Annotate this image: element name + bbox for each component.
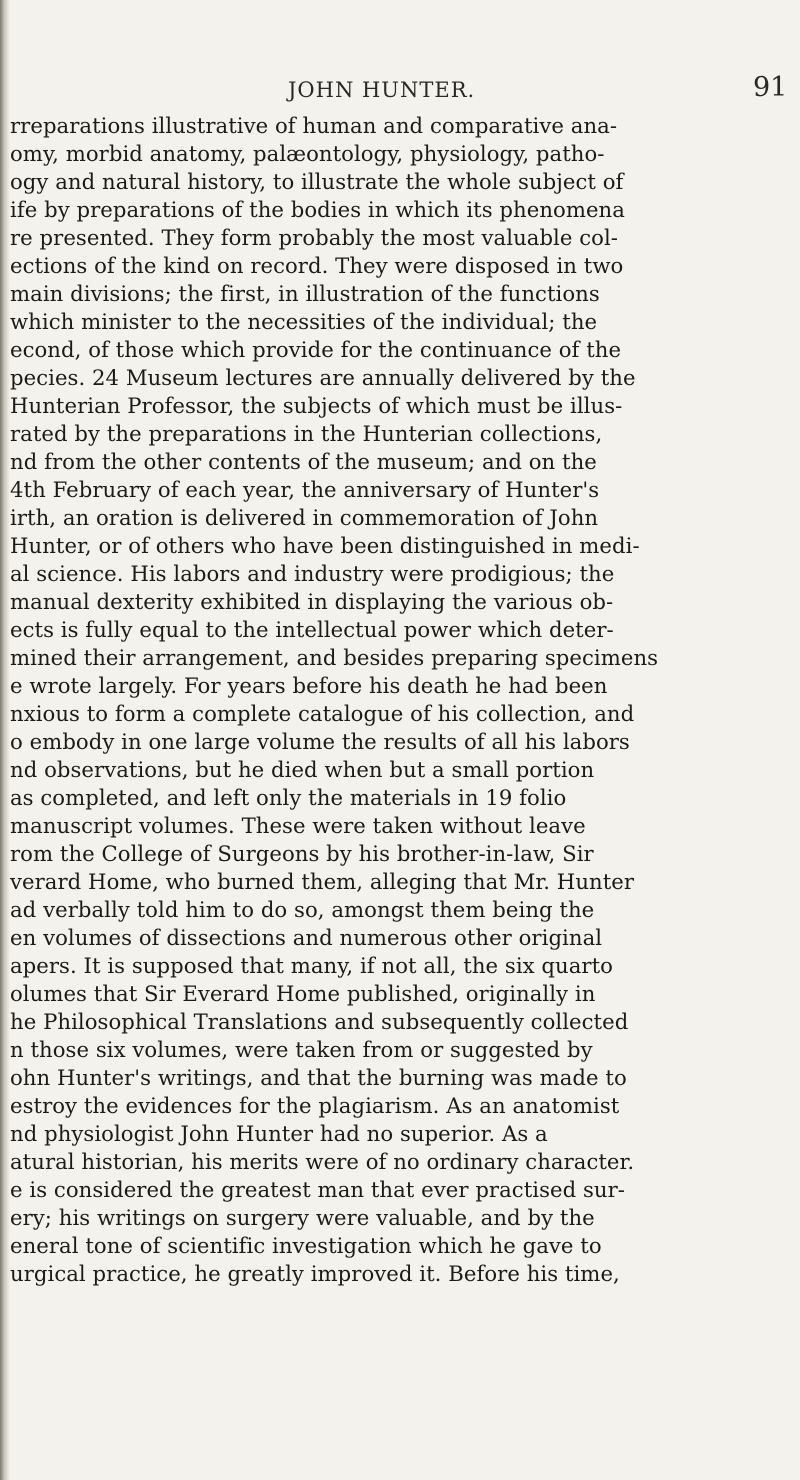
- text-line: n those six volumes, were taken from or suggested by: [10, 1037, 593, 1062]
- text-line: ohn Hunter's writings, and that the burning was made to: [10, 1065, 627, 1090]
- text-line: manual dexterity exhibited in displaying the various ob-: [10, 589, 614, 614]
- text-line: nxious to form a complete catalogue of his collection, and: [10, 701, 635, 726]
- text-line: irth, an oration is delivered in commemoration of John: [10, 505, 599, 530]
- text-line: apers. It is supposed that many, if not all, the six quarto: [10, 953, 613, 978]
- text-line: ogy and natural history, to illustrate the whole subject of: [10, 169, 624, 194]
- text-line: pecies. 24 Museum lectures are annually delivered by the: [10, 365, 636, 390]
- text-line: manuscript volumes. These were taken without leave: [10, 813, 586, 838]
- text-line: as completed, and left only the materials in 19 folio: [10, 785, 567, 810]
- text-line: al science. His labors and industry were prodigious; the: [10, 561, 615, 586]
- text-line: main divisions; the first, in illustration of the functions: [10, 281, 600, 306]
- body-text: [10, 112, 790, 1288]
- text-line: 4th February of each year, the anniversary of Hunter's: [10, 477, 600, 502]
- text-line: urgical practice, he greatly improved it. Before his time,: [10, 1261, 620, 1286]
- text-line: en volumes of dissections and numerous other original: [10, 925, 603, 950]
- text-line: rom the College of Surgeons by his brother-in-law, Sir: [10, 841, 594, 866]
- text-line: verard Home, who burned them, alleging that Mr. Hunter: [10, 869, 635, 894]
- text-line: re presented. They form probably the most valuable col-: [10, 225, 619, 250]
- text-line: econd, of those which provide for the continuance of the: [10, 337, 622, 362]
- text-line: Hunter, or of others who have been distinguished in medi-: [10, 533, 640, 558]
- text-line: nd from the other contents of the museum; and on the: [10, 449, 597, 474]
- text-line: rreparations illustrative of human and comparative ana-: [10, 113, 618, 138]
- running-header: [0, 72, 800, 108]
- text-line: atural historian, his merits were of no ordinary character.: [10, 1149, 635, 1174]
- text-line: nd observations, but he died when but a small portion: [10, 757, 595, 782]
- text-line: ad verbally told him to do so, amongst them being the: [10, 897, 595, 922]
- text-line: eneral tone of scientific investigation which he gave to: [10, 1233, 602, 1258]
- text-line: e wrote largely. For years before his death he had been: [10, 673, 608, 698]
- text-line: ife by preparations of the bodies in which its phenomena: [10, 197, 625, 222]
- text-line: o embody in one large volume the results of all his labors: [10, 729, 630, 754]
- text-line: estroy the evidences for the plagiarism. As an anatomist: [10, 1093, 620, 1118]
- text-line: ects is fully equal to the intellectual power which deter-: [10, 617, 614, 642]
- text-line: omy, morbid anatomy, palæontology, physiology, patho-: [10, 141, 605, 166]
- text-line: he Philosophical Translations and subsequently collected: [10, 1009, 629, 1034]
- text-line: ections of the kind on record. They were disposed in two: [10, 253, 624, 278]
- text-line: Hunterian Professor, the subjects of which must be illus-: [10, 393, 623, 418]
- running-title: JOHN HUNTER.: [288, 78, 476, 102]
- page-gutter-shadow: [0, 0, 10, 1480]
- text-line: nd physiologist John Hunter had no superior. As a: [10, 1121, 548, 1146]
- text-line: mined their arrangement, and besides preparing specimens: [10, 645, 659, 670]
- text-line: rated by the preparations in the Hunterian collections,: [10, 421, 603, 446]
- page-number: 91: [753, 72, 788, 103]
- text-line: olumes that Sir Everard Home published, originally in: [10, 981, 596, 1006]
- text-line: which minister to the necessities of the individual; the: [10, 309, 598, 334]
- text-line: ery; his writings on surgery were valuable, and by the: [10, 1205, 595, 1230]
- text-line: e is considered the greatest man that ever practised sur-: [10, 1177, 626, 1202]
